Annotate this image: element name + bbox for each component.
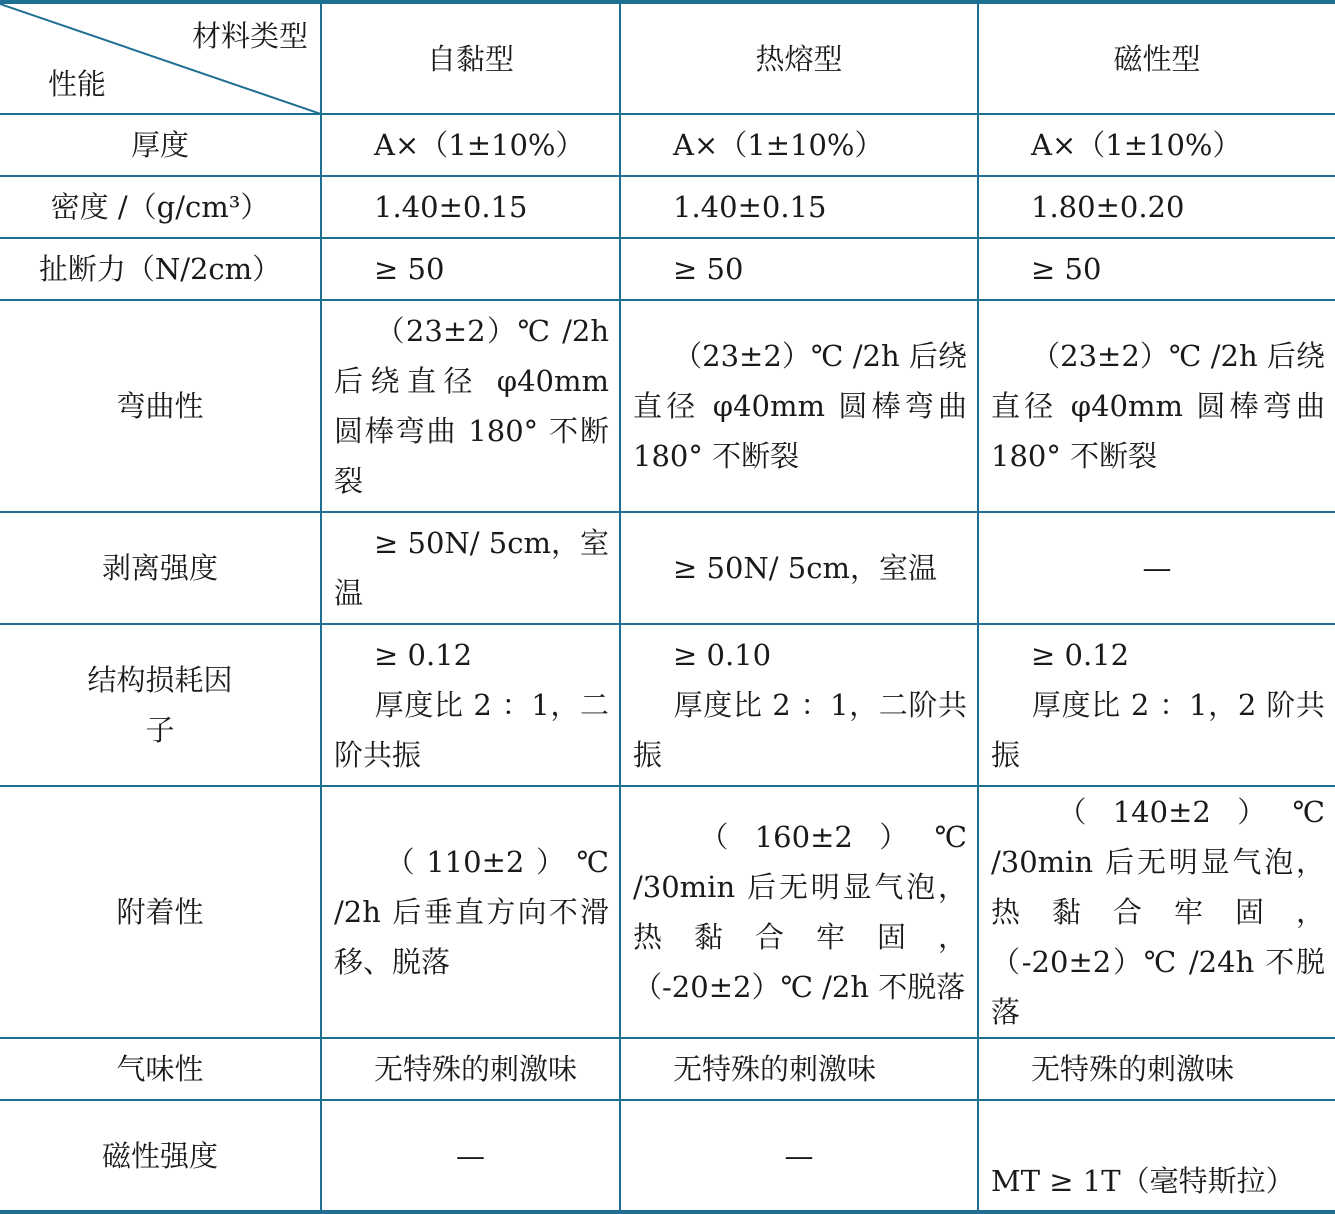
corner-material-type-label: 材料类型 [191, 19, 308, 53]
table-row-density [0, 176, 1335, 238]
cell-line [991, 630, 1325, 680]
table-cell [620, 238, 978, 300]
cell-value: （140±2）℃ /30min 后无明显气泡，热黏合牢固，（-20±2）℃ /24h 不脱落 [991, 795, 1325, 1029]
table-cell [321, 624, 620, 786]
table-cell [321, 1038, 620, 1100]
table-cell [321, 238, 620, 300]
cell-value: ≥ 50N/ 5cm，室温 [673, 551, 937, 585]
cell-line [991, 680, 1325, 780]
cell-value: （160±2）℃ /30min 后无明显气泡，热黏合牢固，（-20±2）℃ /2h 不脱落 [633, 820, 967, 1004]
cell-value: 无特殊的刺激味 [1031, 1052, 1235, 1086]
table-cell [321, 300, 620, 512]
table-cell [978, 786, 1335, 1038]
header-row [0, 2, 1335, 114]
cell-value: ≥ 50 [1031, 252, 1102, 286]
cell-value: ≥ 50 [374, 252, 445, 286]
table-cell [978, 1100, 1335, 1212]
table-cell [978, 114, 1335, 176]
cell-value: — [456, 1138, 485, 1173]
cell-value: ≥ 50N/ 5cm，室温 [334, 526, 609, 610]
row-label: 弯曲性 [0, 300, 321, 512]
cell-value: ≥ 50 [673, 252, 744, 286]
cell-value: 无特殊的刺激味 [673, 1052, 877, 1086]
table-row-adhesion [0, 786, 1335, 1038]
cell-value: （110±2）℃ /2h 后垂直方向不滑移、脱落 [334, 845, 609, 979]
corner-header-cell [0, 2, 321, 114]
table-cell [620, 176, 978, 238]
table-cell [620, 300, 978, 512]
cell-value: A×（1±10%） [673, 128, 884, 162]
row-label: 厚度 [0, 114, 321, 176]
corner-property-label: 性能 [48, 67, 107, 101]
table-row-peel-strength [0, 512, 1335, 624]
row-label: 气味性 [0, 1038, 321, 1100]
table-row-thickness [0, 114, 1335, 176]
cell-value: ≥ 0.12 [374, 638, 473, 672]
table-cell [978, 512, 1335, 624]
table-cell [321, 786, 620, 1038]
table-row-bendability [0, 300, 1335, 512]
row-label: 磁性强度 [0, 1100, 321, 1212]
cell-value: 1.40±0.15 [673, 190, 827, 224]
cell-value: 1.80±0.20 [1031, 190, 1185, 224]
table-cell [321, 176, 620, 238]
table-cell [321, 1100, 620, 1212]
cell-value: 厚度比 2 ：1，2 阶共振 [991, 688, 1325, 772]
table-cell [321, 512, 620, 624]
table-cell [978, 238, 1335, 300]
table-cell [620, 1100, 978, 1212]
cell-value: — [1142, 551, 1172, 585]
table-cell [978, 300, 1335, 512]
row-label: 密度 /（g/cm³） [0, 176, 321, 238]
row-label: 附着性 [0, 786, 321, 1038]
row-label: 剥离强度 [0, 512, 321, 624]
table-cell [620, 1038, 978, 1100]
cell-value: — [784, 1138, 814, 1173]
cell-value: ≥ 0.10 [673, 638, 772, 672]
cell-value: 厚度比 2 ：1，二阶共振 [633, 688, 967, 772]
cell-line [633, 630, 967, 680]
table-cell [978, 1038, 1335, 1100]
table-row-tensile-force [0, 238, 1335, 300]
table-cell [321, 114, 620, 176]
table-cell [620, 114, 978, 176]
cell-value: A×（1±10%） [374, 128, 585, 162]
row-label: 扯断力（N/2cm） [0, 238, 321, 300]
cell-value: （23±2）℃ /2h 后绕直径 φ40mm 圆棒弯曲 180° 不断裂 [633, 339, 967, 473]
cell-value: A×（1±10%） [1031, 128, 1242, 162]
cell-value: 1.40±0.15 [374, 190, 528, 224]
table-cell [620, 624, 978, 786]
table-row-odor [0, 1038, 1335, 1100]
cell-value: 厚度比 2 ：1，二阶共振 [334, 688, 609, 772]
table-cell [620, 512, 978, 624]
cell-line [334, 630, 609, 680]
table-cell [978, 176, 1335, 238]
cell-line [633, 680, 967, 780]
table-row-loss-factor [0, 624, 1335, 786]
cell-value: MT ≥ 1T（毫特斯拉） [991, 1163, 1295, 1198]
cell-value: （23±2）℃ /2h 后绕直径 φ40mm 圆棒弯曲 180° 不断裂 [334, 314, 609, 498]
cell-value: 无特殊的刺激味 [374, 1052, 578, 1086]
table-cell [620, 786, 978, 1038]
row-label: 结构损耗因子 [0, 624, 321, 786]
table-row-magnetic-strength [0, 1100, 1335, 1212]
column-header-self-adhesive: 自黏型 [321, 2, 620, 114]
cell-value: （23±2）℃ /2h 后绕直径 φ40mm 圆棒弯曲 180° 不断裂 [991, 339, 1325, 473]
cell-line [334, 680, 609, 780]
column-header-hot-melt: 热熔型 [620, 2, 978, 114]
column-header-magnetic: 磁性型 [978, 2, 1335, 114]
cell-value: ≥ 0.12 [1031, 638, 1130, 672]
table-cell [978, 624, 1335, 786]
